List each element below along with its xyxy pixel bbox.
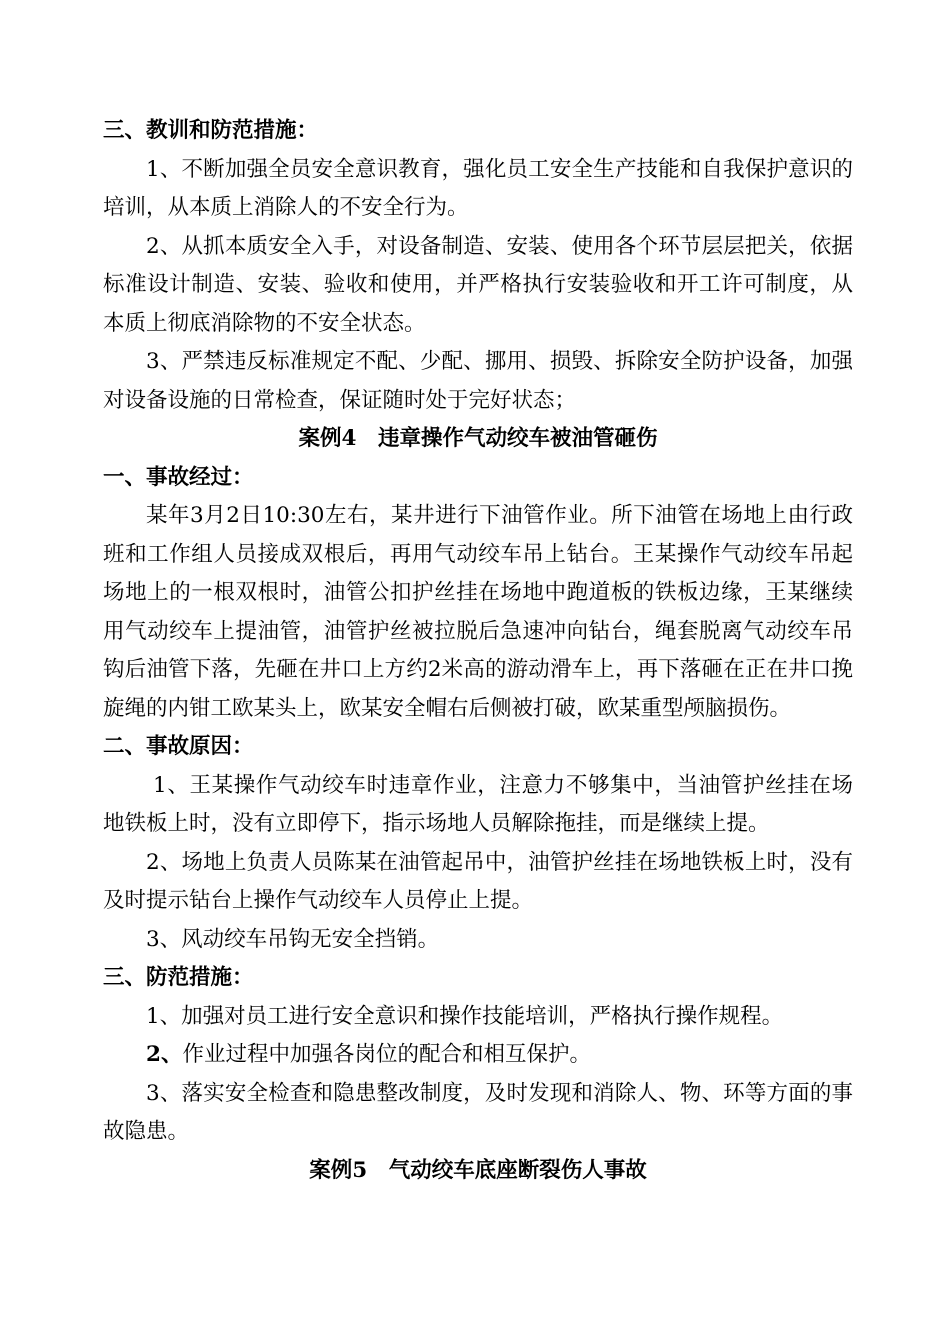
case4-cause-3: 3、风动绞车吊钩无安全挡销。: [146, 926, 440, 952]
lesson-item-3: 3、严禁违反标准规定不配、少配、挪用、损毁、拆除安全防护设备，加强对设备设施的日常检查，保证随时处于完好状态；: [103, 349, 853, 413]
case4-measure-1: 1、加强对员工进行安全意识和操作技能培训，严格执行操作规程。: [146, 1003, 784, 1029]
case4-measure-2: [103, 1036, 853, 1075]
case4-measure-2-text: 作业过程中加强各岗位的配合和相互保护。: [182, 1042, 591, 1067]
case4-process-heading: 一、事故经过：: [103, 464, 254, 490]
section-heading-lessons: 三、教训和防范措施：: [103, 118, 319, 143]
case4-measures-heading: 三、防范措施：: [103, 965, 254, 990]
case4-measure-2-number: 2、: [146, 1042, 183, 1067]
case5-title: 案例5 气动绞车底座断裂伤人事故: [309, 1157, 647, 1183]
case4-cause-1: 1、王某操作气动绞车时违章作业，注意力不够集中，当油管护丝挂在场地铁板上时，没有立即停下，指示场地人员解除拖挂，而是继续上提。: [103, 772, 853, 836]
case4-process-text: 某年3月2日10:30左右，某井进行下油管作业。所下油管在场地上由行政班和工作组人员接成双根后，再用气动绞车吊上钻台。王某操作气动绞车吊起场地上的一根双根时，油管公扣护丝挂在场地中跑道板的铁板边缘，王某继续用气动绞车上提油管，油管护丝被拉脱后急速冲向钻台，绳套脱离气动绞车吊钩后油管下落，先砸在井口上方约2米高的游动滑车上，再下落砸在正在井口挽旋绳的内钳工欧某头上，欧某安全帽右后侧被打破，欧某重型颅脑损伤。: [103, 503, 853, 721]
case4-cause-heading: 二、事故原因：: [103, 734, 254, 759]
lesson-item-1: 1、不断加强全员安全意识教育，强化员工安全生产技能和自我保护意识的培训，从本质上消除人的不安全行为。: [103, 156, 853, 220]
lesson-item-2: 2、从抓本质安全入手，对设备制造、安装、使用各个环节层层把关，依据标准设计制造、安装、验收和使用，并严格执行安装验收和开工许可制度，从本质上彻底消除物的不安全状态。: [103, 233, 853, 336]
case4-title: 案例4 违章操作气动绞车被油管砸伤: [298, 426, 658, 451]
case4-cause-2: 2、场地上负责人员陈某在油管起吊中，油管护丝挂在场地铁板上时，没有及时提示钻台上操作气动绞车人员停止上提。: [103, 849, 853, 913]
document-body: [103, 112, 853, 1190]
case4-measure-3: 3、落实安全检查和隐患整改制度，及时发现和消除人、物、环等方面的事故隐患。: [103, 1080, 853, 1144]
